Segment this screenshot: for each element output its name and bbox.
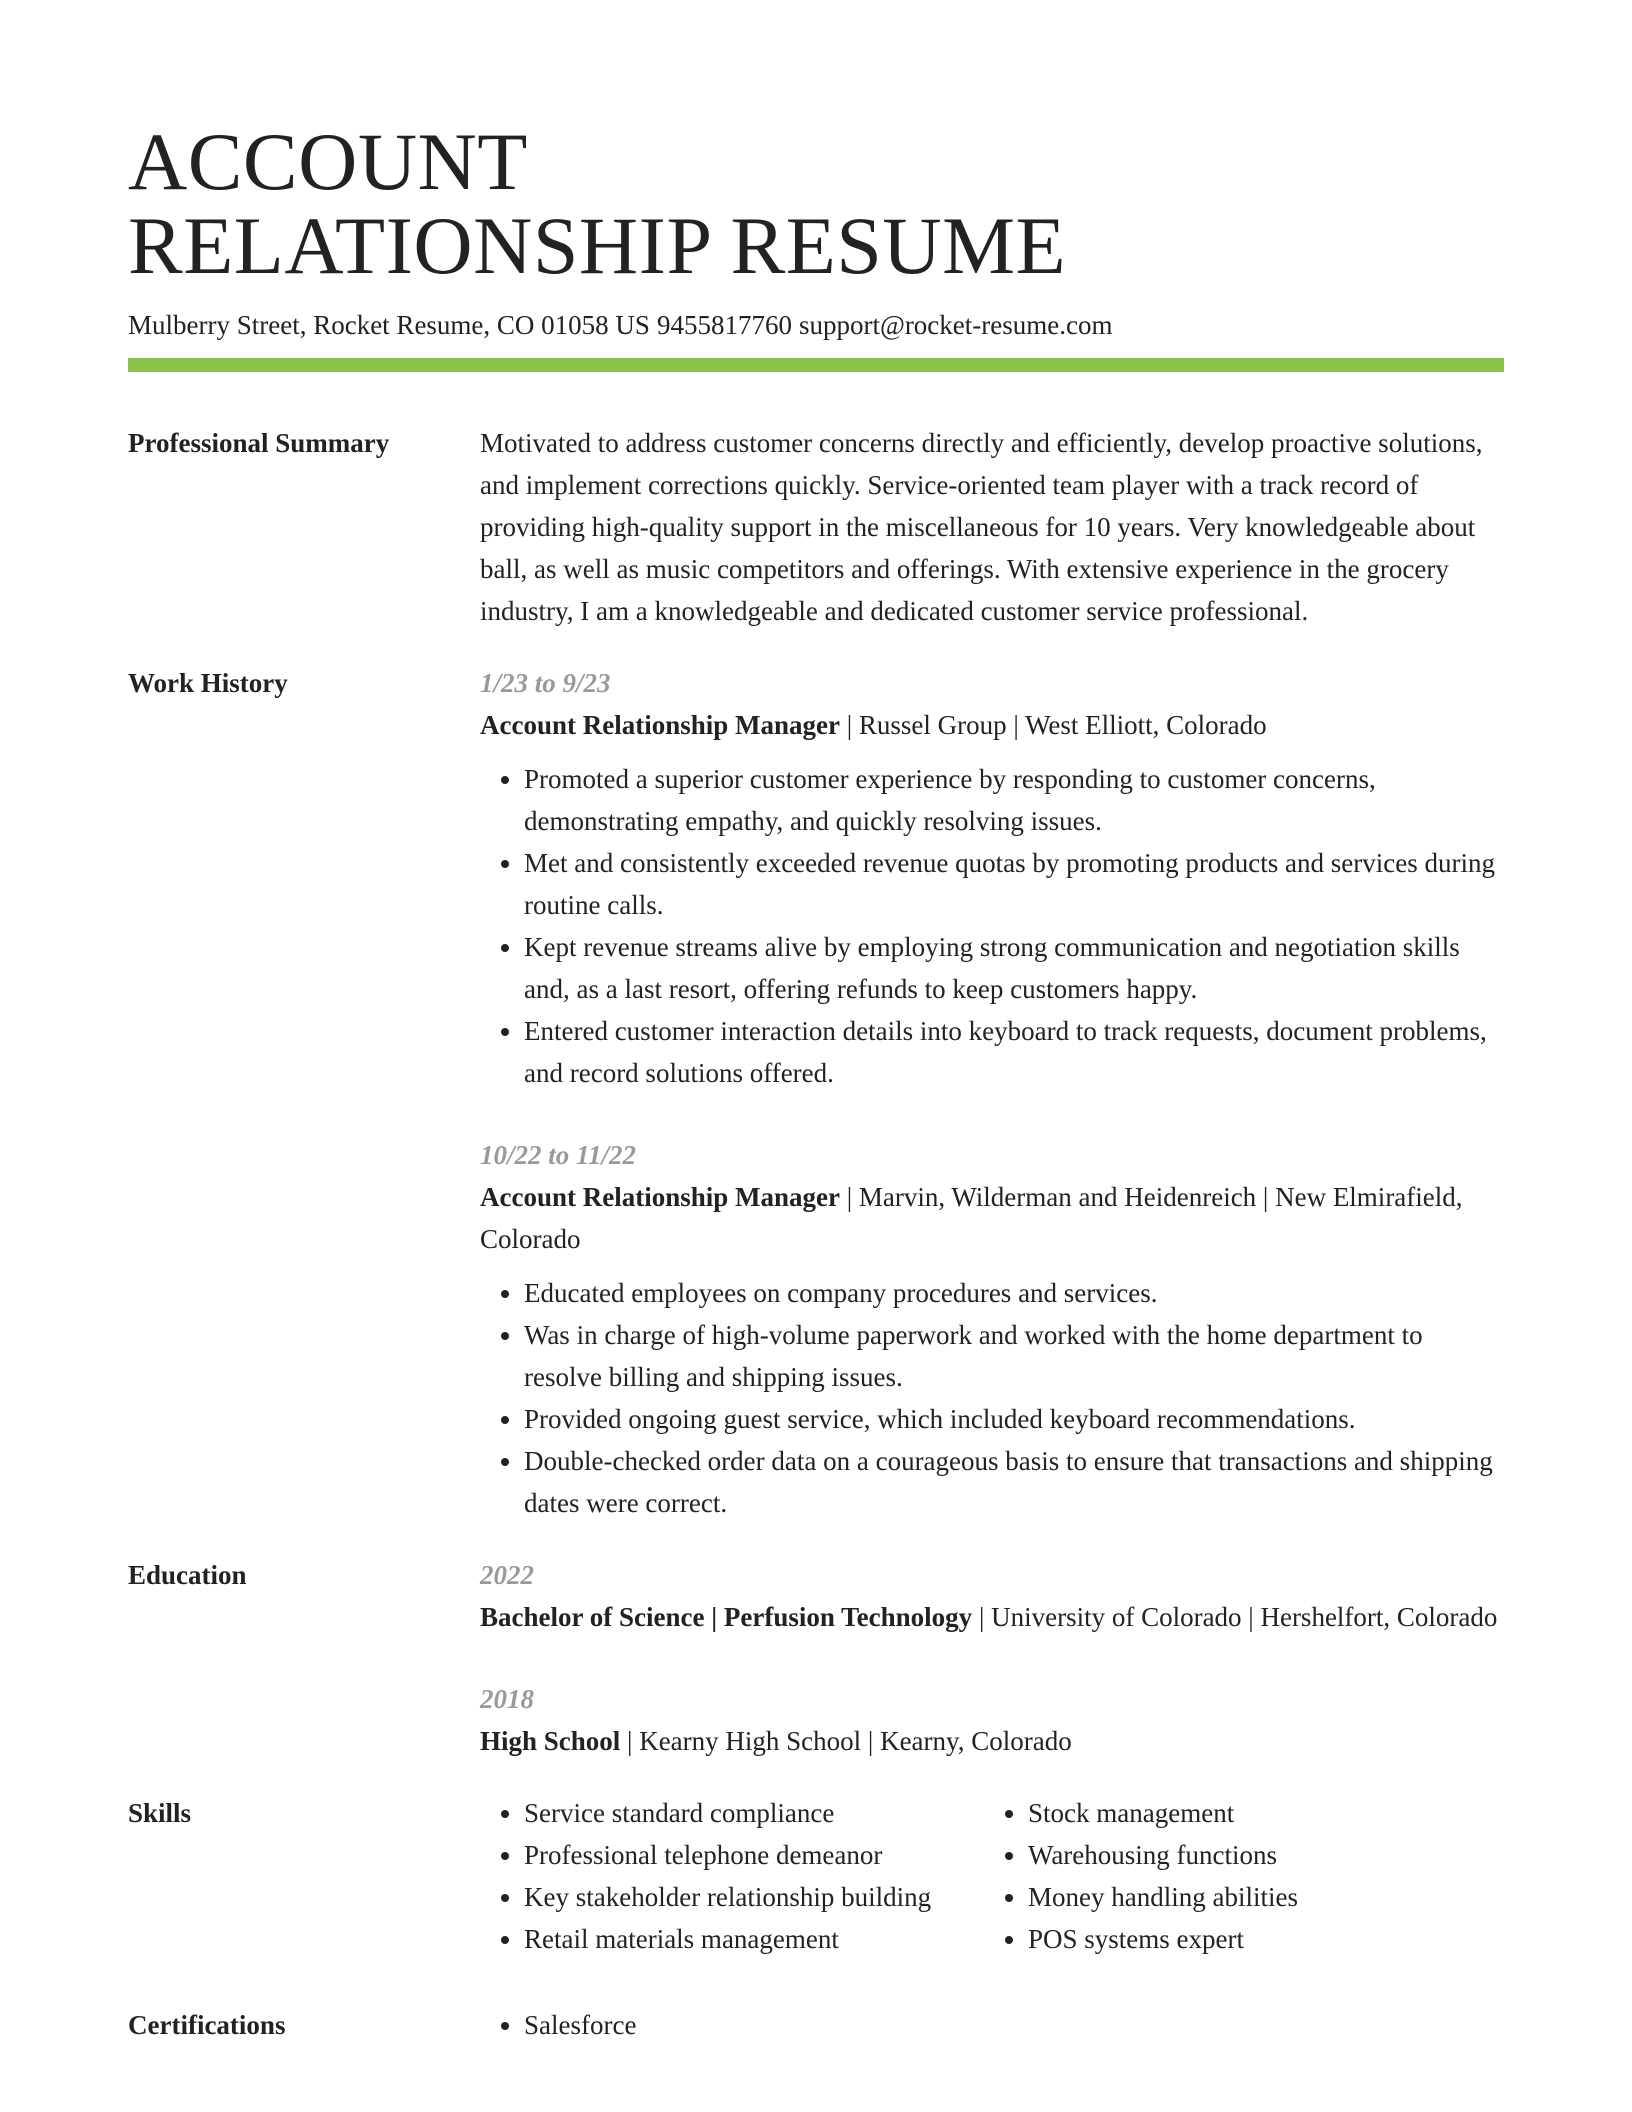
skill-item: • Stock management — [1028, 1792, 1298, 1834]
education-line — [480, 1720, 1504, 1762]
skill-item: • Key stakeholder relationship building — [524, 1876, 984, 1918]
skill-item: • Warehousing functions — [1028, 1834, 1298, 1876]
job-bullet: • Was in charge of high-volume paperwork and worked with the home department to resolve billing and shipping issues. — [524, 1314, 1504, 1398]
skills-columns — [480, 1792, 1504, 1960]
job-bullet: • Provided ongoing guest service, which included keyboard recommendations. — [524, 1398, 1504, 1440]
skill-item: • Professional telephone demeanor — [524, 1834, 984, 1876]
education-body — [480, 1554, 1504, 1762]
job-entry — [480, 1134, 1504, 1524]
education-section — [128, 1554, 1504, 1762]
summary-text: Motivated to address customer concerns directly and efficiently, develop proactive solutions, and implement corrections quickly. Service-oriented team player with a track record of providing high-quality support in the miscellaneous for 10 years. Very knowledgeable about ball, as well as music competitors and offerings. With extensive experience in the grocery industry, I am a knowledgeable and dedicated customer service professional. — [480, 428, 1483, 626]
job-title-line — [480, 704, 1504, 746]
job-title-line — [480, 1176, 1504, 1260]
education-year: 2018 — [480, 1684, 534, 1714]
job-bullet: • Educated employees on company procedures and services. — [524, 1272, 1504, 1314]
skills-heading: Skills — [128, 1798, 192, 1828]
education-heading: Education — [128, 1560, 247, 1590]
skills-list — [480, 1792, 984, 1960]
certifications-list — [480, 2004, 1504, 2046]
job-entry — [480, 662, 1504, 1094]
skills-section — [128, 1792, 1504, 1960]
resume-page — [128, 116, 1504, 2046]
certifications-body — [480, 2004, 1504, 2046]
summary-heading: Professional Summary — [128, 428, 390, 458]
skill-item: • Retail materials management — [524, 1918, 984, 1960]
education-degree: Bachelor of Science | Perfusion Technology — [480, 1602, 973, 1632]
job-bullet: • Double-checked order data on a courageous basis to ensure that transactions and shipping dates were correct. — [524, 1440, 1504, 1524]
education-details: | University of Colorado | Hershelfort, Colorado — [972, 1602, 1498, 1632]
job-bullet: • Kept revenue streams alive by employing strong communication and negotiation skills and, as a last resort, offering refunds to keep customers happy. — [524, 926, 1504, 1010]
contact-phone: 9455817760 — [656, 310, 792, 340]
work-history-heading: Work History — [128, 668, 288, 698]
certifications-heading: Certifications — [128, 2010, 286, 2040]
education-line — [480, 1596, 1504, 1638]
summary-section — [128, 422, 1504, 632]
work-history-section — [128, 662, 1504, 1524]
education-details: | Kearny High School | Kearny, Colorado — [620, 1726, 1072, 1756]
job-bullets — [480, 1272, 1504, 1524]
job-title: Account Relationship Manager — [480, 1182, 840, 1212]
job-bullet: • Promoted a superior customer experience by responding to customer concerns, demonstrating empathy, and quickly resolving issues. — [524, 758, 1504, 842]
skill-item: • Money handling abilities — [1028, 1876, 1298, 1918]
skill-item: • POS systems expert — [1028, 1918, 1298, 1960]
job-details: | Marvin, Wilderman and Heidenreich | New Elmirafield, Colorado — [480, 1182, 1463, 1254]
resume-title — [128, 116, 1504, 291]
certifications-section — [128, 2004, 1504, 2046]
skills-column-2 — [984, 1792, 1298, 1960]
resume-title-line-2: RELATIONSHIP RESUME — [128, 200, 1067, 291]
certification-item: • Salesforce — [524, 2004, 1504, 2046]
work-history-body — [480, 662, 1504, 1524]
contact-email: support@rocket-resume.com — [798, 310, 1113, 340]
skills-column-1 — [480, 1792, 984, 1960]
education-degree: High School — [480, 1726, 621, 1756]
job-bullet: • Entered customer interaction details into keyboard to track requests, document problems, and record solutions offered. — [524, 1010, 1504, 1094]
accent-divider — [128, 358, 1504, 372]
job-dates: 1/23 to 9/23 — [480, 668, 611, 698]
skills-body — [480, 1792, 1504, 1960]
skills-list — [984, 1792, 1298, 1960]
skill-item: • Service standard compliance — [524, 1792, 984, 1834]
job-dates: 10/22 to 11/22 — [480, 1140, 637, 1170]
job-bullets — [480, 758, 1504, 1094]
education-entry — [480, 1678, 1504, 1762]
education-year: 2022 — [480, 1560, 534, 1590]
job-details: | Russel Group | West Elliott, Colorado — [840, 710, 1267, 740]
contact-line — [128, 308, 1504, 342]
education-entry — [480, 1554, 1504, 1638]
resume-title-line-1: ACCOUNT — [128, 116, 528, 207]
contact-address: Mulberry Street, Rocket Resume, CO 01058 US — [128, 310, 650, 340]
job-title: Account Relationship Manager — [480, 710, 840, 740]
job-bullet: • Met and consistently exceeded revenue quotas by promoting products and services during routine calls. — [524, 842, 1504, 926]
